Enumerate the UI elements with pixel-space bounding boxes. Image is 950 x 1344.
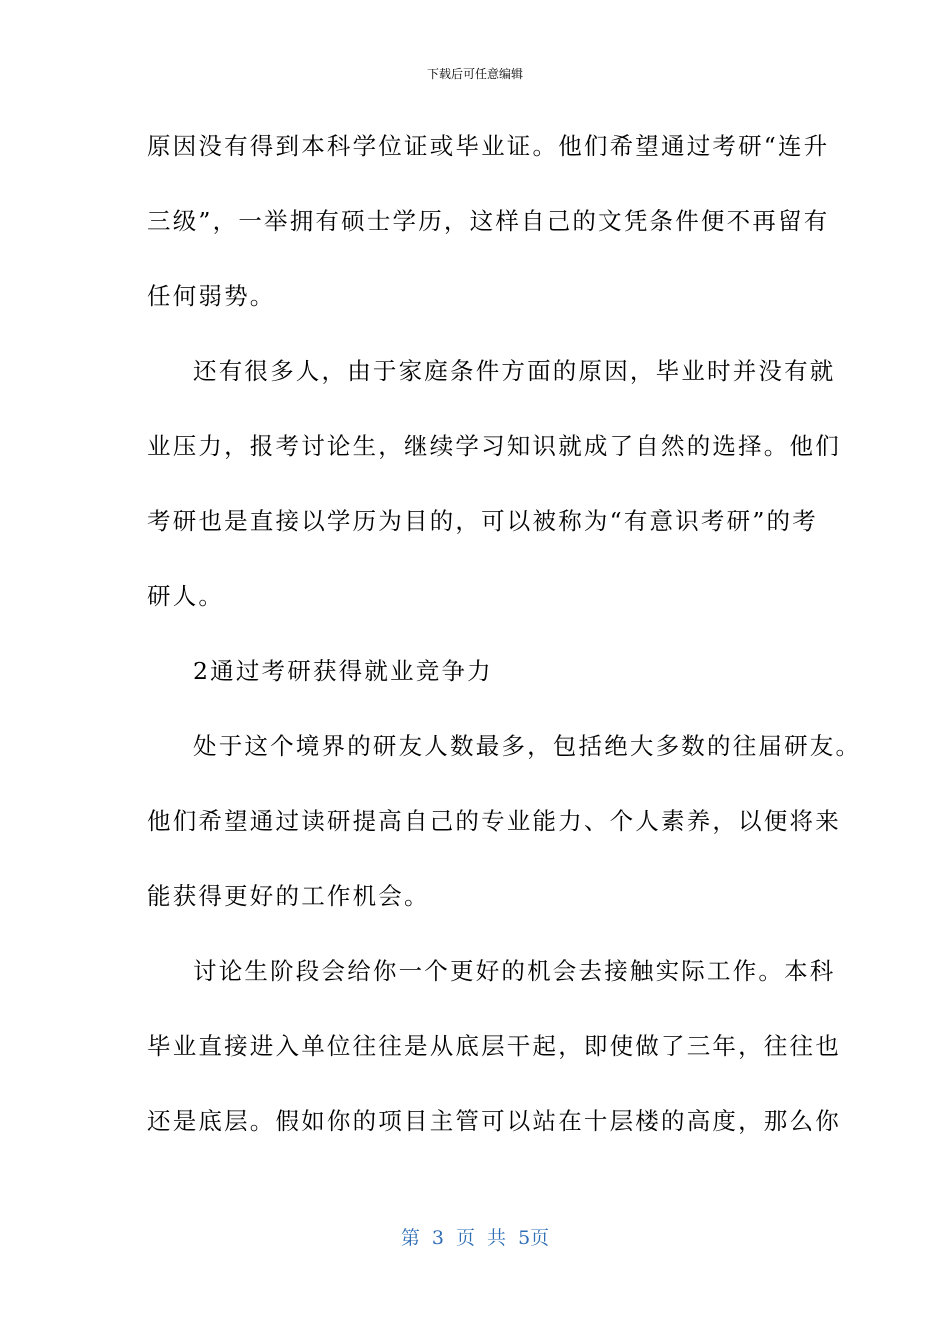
text-line: 任何弱势。: [147, 282, 276, 310]
text-line: 毕业直接进入单位往往是从底层干起，即使做了三年，往往也: [147, 1032, 841, 1060]
text-line: 原因没有得到本科学位证或毕业证。他们希望通过考研“连升: [147, 132, 830, 160]
text-line: 三级”，一举拥有硕士学历，这样自己的文凭条件便不再留有: [147, 207, 830, 235]
text-line: 业压力，报考讨论生，继续学习知识就成了自然的选择。他们: [147, 432, 841, 460]
text-line: 讨论生阶段会给你一个更好的机会去接触实际工作。本科: [193, 957, 836, 985]
text-line: 他们希望通过读研提高自己的专业能力、个人素养，以便将来: [147, 807, 841, 835]
text-line: 能获得更好的工作机会。: [147, 882, 430, 910]
text-line: 处于这个境界的研友人数最多，包括绝大多数的往届研友。: [193, 732, 862, 760]
text-line: 还是底层。假如你的项目主管可以站在十层楼的高度，那么你: [147, 1107, 841, 1135]
text-line: 还有很多人，由于家庭条件方面的原因，毕业时并没有就: [193, 357, 836, 385]
page-footer: 第 3 页 共 5页: [400, 1227, 550, 1249]
section-heading: 2通过考研获得就业竞争力: [193, 657, 493, 685]
text-line: 研人。: [147, 582, 225, 610]
page-header: 下载后可任意编辑: [426, 67, 523, 81]
text-line: 考研也是直接以学历为目的，可以被称为“有意识考研”的考: [147, 507, 818, 535]
